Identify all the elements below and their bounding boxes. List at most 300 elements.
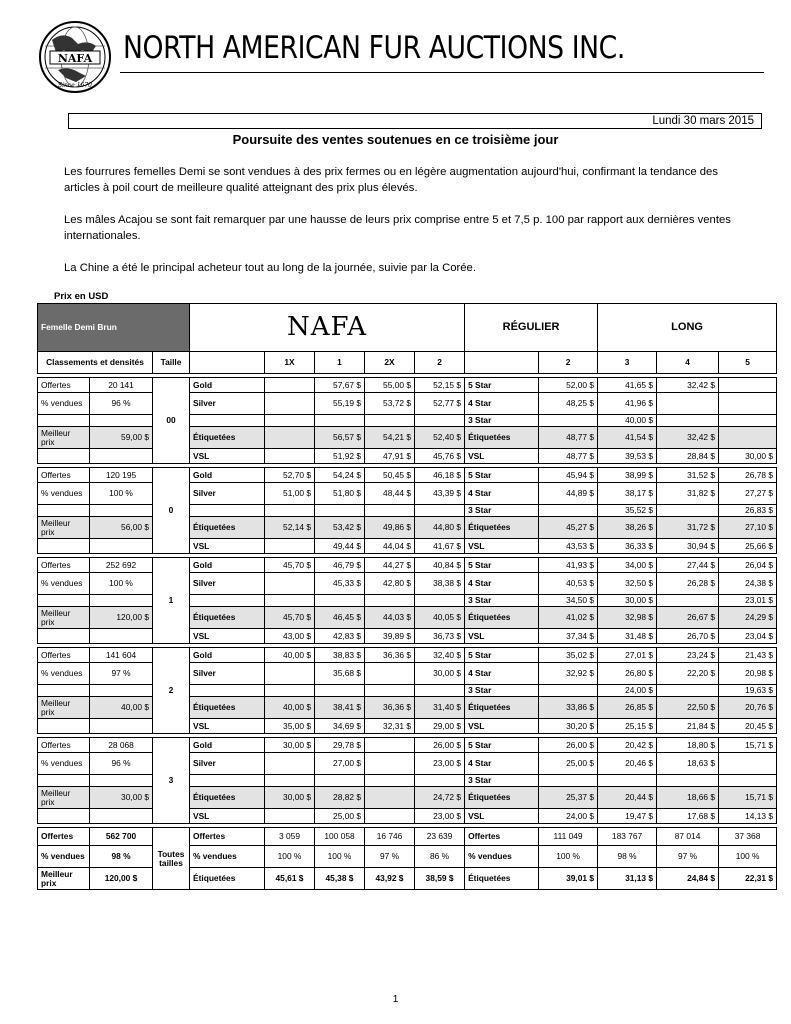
total-grade-label: % vendues [465,846,539,868]
price-cell: 20,45 $ [719,719,777,734]
grade-label: Étiquetées [190,517,265,539]
total-cell: 100 058 [315,828,365,846]
empty-cell [38,505,90,517]
price-cell: 23,00 $ [415,809,465,824]
total-cell: 183 767 [598,828,657,846]
price-cell: 24,38 $ [719,573,777,595]
total-cell: 100 % [719,846,777,868]
grade-label: 4 Star [465,753,539,775]
price-cell: 25,15 $ [598,719,657,734]
grade-label: 4 Star [465,663,539,685]
price-cell: 32,50 $ [598,573,657,595]
table-title: Femelle Demi Brun [38,304,190,352]
grade-label: Gold [190,648,265,663]
price-cell: 35,68 $ [315,663,365,685]
price-cell [539,775,598,787]
price-cell: 30,94 $ [657,539,719,554]
table-row [38,685,777,697]
price-cell [415,685,465,697]
price-cell: 41,67 $ [415,539,465,554]
empty-cell [90,505,153,517]
price-cell: 45,70 $ [265,558,315,573]
grade-label: 5 Star [465,468,539,483]
col-header: 4 [657,352,719,374]
price-cell: 22,20 $ [657,663,719,685]
total-cell: 22,31 $ [719,868,777,890]
price-cell: 14,13 $ [719,809,777,824]
col-header: 1X [265,352,315,374]
price-cell: 52,00 $ [539,378,598,393]
grade-label: Gold [190,468,265,483]
price-cell [265,809,315,824]
total-cell: 100 % [265,846,315,868]
total-cell: 45,38 $ [315,868,365,890]
price-cell [415,415,465,427]
grade-label: Gold [190,738,265,753]
table-row [38,648,777,663]
price-cell [657,685,719,697]
price-cell: 20,44 $ [598,787,657,809]
price-cell [657,393,719,415]
best-price-label: Meilleur prix [38,427,90,449]
price-cell [265,378,315,393]
price-cell [265,573,315,595]
price-cell [719,378,777,393]
price-cell: 53,42 $ [315,517,365,539]
price-cell [657,505,719,517]
price-cell: 52,77 $ [415,393,465,415]
price-cell: 32,92 $ [539,663,598,685]
totals-row [38,828,777,846]
sold-value: 97 % [90,663,153,685]
table-row [38,539,777,554]
price-cell [315,685,365,697]
long-header: LONG [598,304,777,352]
sold-label: % vendues [38,393,90,415]
regular-header: RÉGULIER [465,304,598,352]
grade-label: 5 Star [465,648,539,663]
offered-value: 28 068 [90,738,153,753]
grade-label: Silver [190,573,265,595]
price-cell: 42,80 $ [365,573,415,595]
price-cell: 42,83 $ [315,629,365,644]
price-cell: 46,18 $ [415,468,465,483]
price-cell: 25,37 $ [539,787,598,809]
total-cell: 86 % [415,846,465,868]
size-value: 3 [153,738,190,824]
price-cell [719,753,777,775]
sold-label: % vendues [38,663,90,685]
price-cell: 32,40 $ [415,648,465,663]
empty-cell [38,719,90,734]
price-cell: 51,92 $ [315,449,365,464]
table-row [38,809,777,824]
price-cell: 44,03 $ [365,607,415,629]
price-cell: 26,80 $ [598,663,657,685]
price-cell: 40,05 $ [415,607,465,629]
grade-label: Étiquetées [190,607,265,629]
price-cell: 20,76 $ [719,697,777,719]
offered-label: Offertes [38,378,90,393]
sold-value: 96 % [90,753,153,775]
best-price-value: 120,00 $ [90,607,153,629]
price-cell: 38,26 $ [598,517,657,539]
grade-label: Silver [190,753,265,775]
totals-row [38,868,777,890]
empty-cell [38,685,90,697]
total-cell: 23 639 [415,828,465,846]
price-cell: 15,71 $ [719,738,777,753]
table-row [38,483,777,505]
price-cell: 49,44 $ [315,539,365,554]
price-cell: 55,19 $ [315,393,365,415]
price-cell: 56,57 $ [315,427,365,449]
price-cell: 38,17 $ [598,483,657,505]
table-row [38,787,777,809]
grade-label: 5 Star [465,558,539,573]
price-cell: 44,04 $ [365,539,415,554]
price-cell: 34,00 $ [598,558,657,573]
price-cell: 32,42 $ [657,427,719,449]
price-cell: 44,80 $ [415,517,465,539]
grade-label: 3 Star [465,505,539,517]
price-cell [719,393,777,415]
empty-cell [90,629,153,644]
price-cell: 53,72 $ [365,393,415,415]
col-header: 5 [719,352,777,374]
price-cell: 43,53 $ [539,539,598,554]
price-cell: 24,00 $ [598,685,657,697]
price-cell: 43,39 $ [415,483,465,505]
price-cell: 40,00 $ [598,415,657,427]
price-cell: 48,77 $ [539,427,598,449]
total-cell: 97 % [657,846,719,868]
empty-cell [38,449,90,464]
total-grade-label: Étiquetées [190,868,265,890]
price-cell: 27,44 $ [657,558,719,573]
price-cell [657,775,719,787]
price-cell [265,393,315,415]
price-cell: 38,41 $ [315,697,365,719]
total-cell: 3 059 [265,828,315,846]
grade-label: 3 Star [465,685,539,697]
grade-label [190,775,265,787]
price-cell: 30,00 $ [415,663,465,685]
price-cell [365,415,415,427]
price-cell: 46,45 $ [315,607,365,629]
price-cell: 54,24 $ [315,468,365,483]
price-cell [365,595,415,607]
grade-label: VSL [465,449,539,464]
price-cell: 23,00 $ [415,753,465,775]
grade-label: VSL [190,539,265,554]
price-cell: 41,65 $ [598,378,657,393]
page-number: 1 [392,994,399,1005]
price-cell [415,505,465,517]
price-cell [265,449,315,464]
price-cell: 18,80 $ [657,738,719,753]
report-date: Lundi 30 mars 2015 [68,113,762,129]
table-row [38,629,777,644]
price-cell: 22,50 $ [657,697,719,719]
grade-label: 4 Star [465,393,539,415]
offered-label: Offertes [38,468,90,483]
grade-label: Silver [190,483,265,505]
company-name: NORTH AMERICAN FUR AUCTIONS INC. [123,30,625,66]
price-cell [719,415,777,427]
table-row [38,573,777,595]
header-rule [120,72,764,73]
table-row [38,738,777,753]
price-cell: 28,84 $ [657,449,719,464]
table-row [38,393,777,415]
col-header: 2 [415,352,465,374]
price-cell [315,595,365,607]
grade-label: 3 Star [465,595,539,607]
nafa-logo [38,20,112,94]
currency-note: Prix en USD [54,291,109,302]
table-row [38,517,777,539]
empty-cell [90,539,153,554]
grade-label: 5 Star [465,738,539,753]
price-cell: 32,42 $ [657,378,719,393]
total-stat-value: 562 700 [90,828,153,846]
grade-label [190,505,265,517]
price-cell: 46,79 $ [315,558,365,573]
price-cell: 33,86 $ [539,697,598,719]
price-cell: 40,00 $ [265,648,315,663]
price-cell: 17,68 $ [657,809,719,824]
price-cell [265,595,315,607]
total-grade-label: % vendues [190,846,265,868]
price-cell [539,505,598,517]
price-cell [315,505,365,517]
total-cell: 16 746 [365,828,415,846]
price-cell: 24,29 $ [719,607,777,629]
price-cell: 35,00 $ [265,719,315,734]
best-price-label: Meilleur prix [38,517,90,539]
price-cell: 54,21 $ [365,427,415,449]
price-cell: 49,86 $ [365,517,415,539]
total-cell: 43,92 $ [365,868,415,890]
price-cell: 26,00 $ [539,738,598,753]
price-cell: 25,66 $ [719,539,777,554]
empty-cell [90,449,153,464]
price-cell: 19,47 $ [598,809,657,824]
price-cell: 38,99 $ [598,468,657,483]
price-cell: 57,67 $ [315,378,365,393]
price-cell: 26,67 $ [657,607,719,629]
total-stat-value: 98 % [90,846,153,868]
price-cell [265,753,315,775]
price-cell [365,753,415,775]
price-cell [415,775,465,787]
table-row [38,378,777,393]
best-price-value: 56,00 $ [90,517,153,539]
price-cell: 47,91 $ [365,449,415,464]
empty-cell [90,595,153,607]
price-cell: 31,52 $ [657,468,719,483]
best-price-value: 59,00 $ [90,427,153,449]
grade-label [190,685,265,697]
price-cell: 36,36 $ [365,648,415,663]
table-row [38,775,777,787]
price-cell: 40,84 $ [415,558,465,573]
grade-label: Étiquetées [465,607,539,629]
grade-label: Étiquetées [190,697,265,719]
offered-label: Offertes [38,738,90,753]
empty-cell [90,415,153,427]
price-cell [719,775,777,787]
price-cell: 34,50 $ [539,595,598,607]
price-cell: 20,42 $ [598,738,657,753]
price-cell [365,809,415,824]
empty-cell [38,539,90,554]
price-cell: 37,34 $ [539,629,598,644]
price-cell: 32,98 $ [598,607,657,629]
price-cell: 45,94 $ [539,468,598,483]
price-cell [265,505,315,517]
price-cell: 30,00 $ [265,787,315,809]
price-cell: 31,72 $ [657,517,719,539]
price-cell [265,427,315,449]
price-cell: 52,40 $ [415,427,465,449]
price-cell: 48,44 $ [365,483,415,505]
table-row [38,415,777,427]
col-header: 2 [539,352,598,374]
price-cell: 38,38 $ [415,573,465,595]
total-cell: 98 % [598,846,657,868]
empty-cell [90,809,153,824]
price-cell: 31,82 $ [657,483,719,505]
col-header: 1 [315,352,365,374]
col-header: 2X [365,352,415,374]
total-cell: 45,61 $ [265,868,315,890]
table-row [38,427,777,449]
grade-label: 3 Star [465,775,539,787]
table-row [38,468,777,483]
price-cell: 43,00 $ [265,629,315,644]
offered-label: Offertes [38,648,90,663]
price-cell [265,539,315,554]
table-row [38,595,777,607]
price-cell: 50,45 $ [365,468,415,483]
price-cell [415,595,465,607]
price-cell: 23,01 $ [719,595,777,607]
price-cell: 21,43 $ [719,648,777,663]
nafa-wordmark: NAFA [190,304,465,352]
offered-label: Offertes [38,558,90,573]
total-cell: 24,84 $ [657,868,719,890]
price-cell: 24,72 $ [415,787,465,809]
total-grade-label: Offertes [190,828,265,846]
price-cell: 24,00 $ [539,809,598,824]
price-cell: 26,83 $ [719,505,777,517]
price-cell: 20,46 $ [598,753,657,775]
price-cell: 40,53 $ [539,573,598,595]
grade-label: VSL [465,809,539,824]
grade-label: 3 Star [465,415,539,427]
price-cell: 27,01 $ [598,648,657,663]
totals-row [38,846,777,868]
price-cell: 23,04 $ [719,629,777,644]
sold-value: 96 % [90,393,153,415]
price-cell: 18,66 $ [657,787,719,809]
price-cell [365,787,415,809]
price-cell [265,685,315,697]
logo-text: NAFA [57,52,93,65]
grade-label: Silver [190,663,265,685]
table-row [38,607,777,629]
price-cell: 44,27 $ [365,558,415,573]
empty-cell [38,809,90,824]
table-row [38,753,777,775]
grade-label: VSL [465,719,539,734]
price-cell [657,415,719,427]
grade-label: 4 Star [465,483,539,505]
price-cell: 26,04 $ [719,558,777,573]
empty-cell [38,629,90,644]
grade-label: Gold [190,558,265,573]
sold-label: % vendues [38,483,90,505]
price-cell: 40,00 $ [265,697,315,719]
paragraph-3: La Chine a été le principal acheteur tout au long de la journée, suivie par la Corée. [64,262,476,274]
price-cell: 26,78 $ [719,468,777,483]
price-cell [719,427,777,449]
price-cell: 35,02 $ [539,648,598,663]
price-cell: 21,84 $ [657,719,719,734]
price-cell [539,415,598,427]
sold-label: % vendues [38,573,90,595]
empty-cell [90,775,153,787]
price-cell: 28,82 $ [315,787,365,809]
sold-value: 100 % [90,573,153,595]
price-cell: 36,33 $ [598,539,657,554]
total-grade-label: Offertes [465,828,539,846]
price-cell: 26,00 $ [415,738,465,753]
total-grade-label: Étiquetées [465,868,539,890]
size-value: 2 [153,648,190,734]
price-cell: 48,77 $ [539,449,598,464]
table-row [38,663,777,685]
total-cell: 111 049 [539,828,598,846]
price-cell [265,415,315,427]
price-cell: 19,63 $ [719,685,777,697]
empty-cell [90,685,153,697]
price-cell: 27,27 $ [719,483,777,505]
price-cell: 41,02 $ [539,607,598,629]
offered-value: 120 195 [90,468,153,483]
price-cell: 48,25 $ [539,393,598,415]
price-cell: 52,70 $ [265,468,315,483]
price-cell [657,595,719,607]
grade-label: Étiquetées [190,787,265,809]
price-cell: 30,00 $ [598,595,657,607]
price-cell [365,775,415,787]
price-cell [365,505,415,517]
grade-label: Étiquetées [465,427,539,449]
best-price-value: 30,00 $ [90,787,153,809]
total-stat-label: % vendues [38,846,90,868]
size-value: 1 [153,558,190,644]
col-header: 3 [598,352,657,374]
grade-label: Étiquetées [465,517,539,539]
price-cell [365,663,415,685]
total-cell: 100 % [315,846,365,868]
best-price-label: Meilleur prix [38,787,90,809]
grade-label [190,595,265,607]
price-cell [315,775,365,787]
